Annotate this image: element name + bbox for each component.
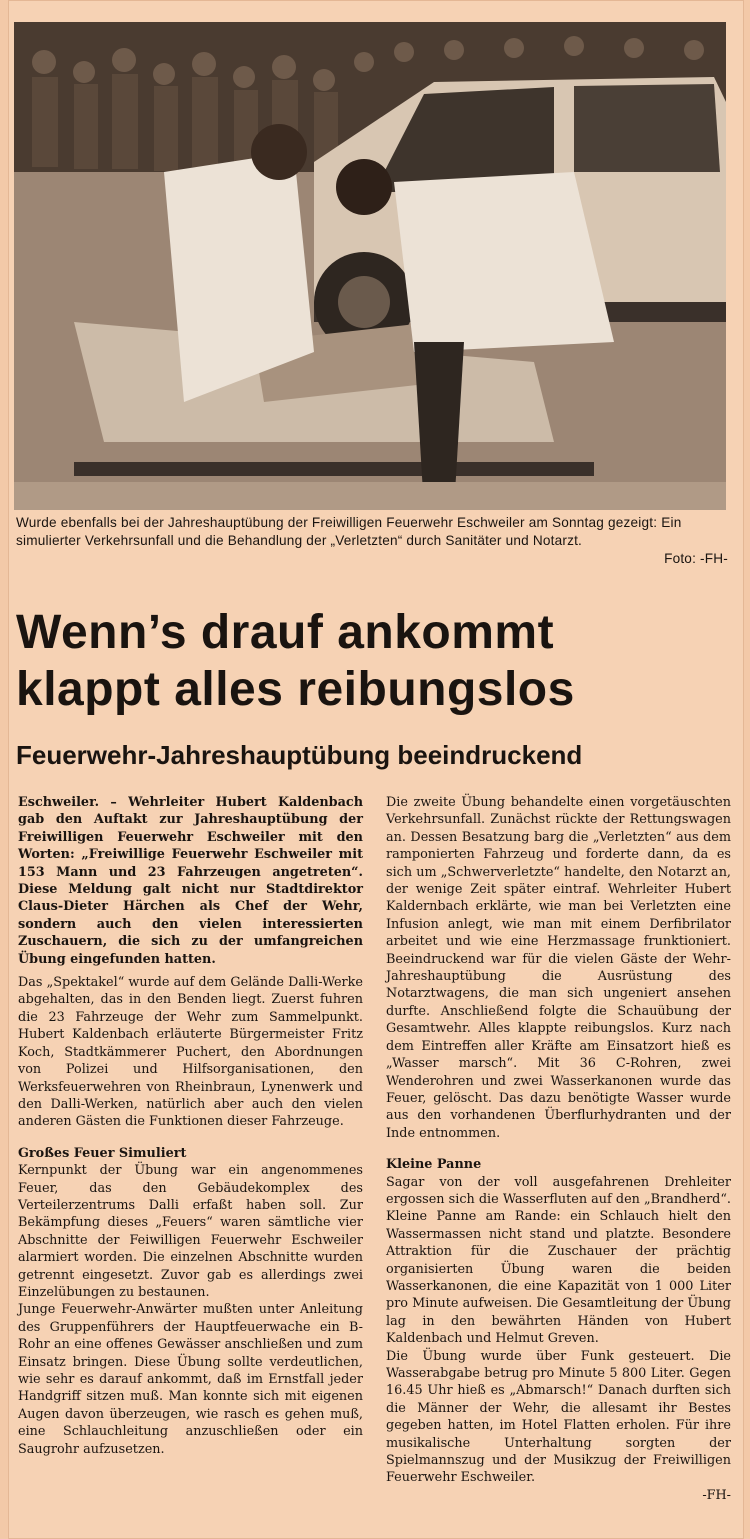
section-heading: Kleine Panne	[386, 1157, 482, 1173]
photo-accident-simulation-icon	[14, 22, 726, 510]
article-paragraph: Das „Spektakel“ wurde auf dem Gelände Dalli-Werke abgehalten, das in den Benden liegt. Zuerst fuhren die 23 Fahrzeuge der Wehr zum Sammelpunkt. Hubert Kaldenbach erläuterte Bürgermeister Fritz Koch, Stadtkämmerer Puchert, den Abordnungen von Polizei und Hilfsorganisationen, den Werksfeuerwehren von Rheinbraun, Lynenwerk und den Dalli-Werken, natürlich aber auch den vielen anderen Gästen die Funktionen dieser Fahrzeuge.	[18, 975, 363, 1130]
photo-caption	[16, 514, 728, 566]
section-heading: Großes Feuer Simuliert	[18, 1145, 187, 1161]
subheadline: Feuerwehr-Jahreshauptübung beeindruckend	[16, 740, 583, 770]
news-photo	[14, 22, 726, 510]
article-column-right	[386, 794, 731, 1504]
article-paragraph: Die zweite Übung behandelte einen vorgetäuschten Verkehrsunfall. Zunächst rückte der Rettungswagen an. Dessen Besatzung barg die „Verletzten“ aus dem ramponierten Fahrzeug und forderte dann, da es sich um „Schwerverletzte“ handelte, den Notarzt an, der wenige Zeit später eintraf. Wehrleiter Hubert Kaldernbach erklärte, wie man bei Verletzten eine Infusion anlegt, wie man mit einem Derfibrilator arbeitet und wie eine Herzmassage frunktioniert. Beeindruckend war für die vielen Gäste der Wehr-Jahreshauptübung die Ausrüstung des Notarztwagens, die man sich ungeniert ansehen durfte. Anschließend folgte die Schauübung der Gesamtwehr. Alles klappte reibungslos. Kurz nach dem Eintreffen aller Kräfte am Einsatzort hieß es „Wasser marsch“. Mit 36 C-Rohren, zwei Wenderohren und zwei Wasserkanonen wurde das Feuer, gelöscht. Das dazu benötigte Wasser wurde aus den vorhandenen Überflurhydranten und der Inde entnommen.	[386, 795, 731, 1141]
article-paragraph: Die Übung wurde über Funk gesteuert. Die Wasserabgabe betrug pro Minute 5 800 Liter. Gegen 16.45 Uhr hieß es „Abmarsch!“ Danach durften sich die Männer der Wehr, die allesamt ihr Bestes gegeben hatten, im Hotel Flatten erholen. Für ihre musikalische Unterhaltung sorgten der Spielmannszug und der Musikzug der Freiwilligen Feuerwehr Eschweiler.	[386, 1348, 731, 1486]
article-paragraph: Sagar von der voll ausgefahrenen Drehleiter ergossen sich die Wasserfluten auf den „Brandherd“. Kleine Panne am Rande: ein Schlauch hielt den Wassermassen nicht stand und platzte. Besondere Attraktion für die Zuschauer der prächtig organisierten Übung waren die beiden Wasserkanonen, die eine Kapazität von 1 000 Liter pro Minute aufweisen. Die Gesamtleitung der Übung lag in den bewährten Händen von Hubert Kaldenbach und Helmut Greven.	[386, 1174, 731, 1347]
headline-line-2: klappt alles reibungslos	[16, 663, 575, 716]
article-paragraph: Junge Feuerwehr-Anwärter mußten unter Anleitung des Gruppenführers der Hauptfeuerwache ein B-Rohr an eine offenes Gewässer anschließen und zum Einsatz bringen. Diese Übung sollte verdeutlichen, wie sehr es darauf ankommt, daß im Ernstfall jeder Handgriff sitzen muß. Man konnte sich mit eigenen Augen davon überzeugen, wie rasch es gehen muß, eine Schlauchleitung anzuschließen oder ein Saugrohr aufzusetzen.	[18, 1302, 363, 1457]
author-signature: -FH-	[702, 1487, 731, 1503]
article-paragraph: Kernpunkt der Übung war ein angenommenes Feuer, das den Gebäudekomplex des Verteilerzentrums Dalli erfaßt haben soll. Zur Bekämpfung dieses „Feuers“ waren sämtliche vier Abschnitte der Feiwilligen Feuerwehr Eschweiler alarmiert worden. Die einzelnen Abschnitte wurden getrennt eingesetzt. Zuvor gab es allerdings zwei Einzelübungen zu bestaunen.	[18, 1163, 363, 1300]
article-column-left	[18, 794, 363, 1458]
headline	[16, 604, 728, 718]
headline-line-1: Wenn’s drauf ankommt	[16, 606, 555, 659]
caption-text: Wurde ebenfalls bei der Jahreshauptübung der Freiwilligen Feuerwehr Eschweiler am Sonntag gezeigt: Ein simulierter Verkehrsunfall und die Behandlung der „Verletzten“ durch Sanitäter und Notarzt.	[16, 515, 682, 548]
photo-credit: Foto: -FH-	[664, 551, 728, 566]
article-lead: Eschweiler. – Wehrleiter Hubert Kaldenbach gab den Auftakt zur Jahreshauptübung der Freiwilligen Feuerwehr Eschweiler mit den Worten: „Freiwillige Feuerwehr Eschweiler mit 153 Mann und 23 Fahrzeugen angetreten“. Diese Meldung galt nicht nur Stadtdirektor Claus-Dieter Härchen als Chef der Wehr, sondern auch den vielen interessierten Zuschauern, die sich zu der umfangreichen Übung eingefunden hatten.	[18, 795, 363, 967]
